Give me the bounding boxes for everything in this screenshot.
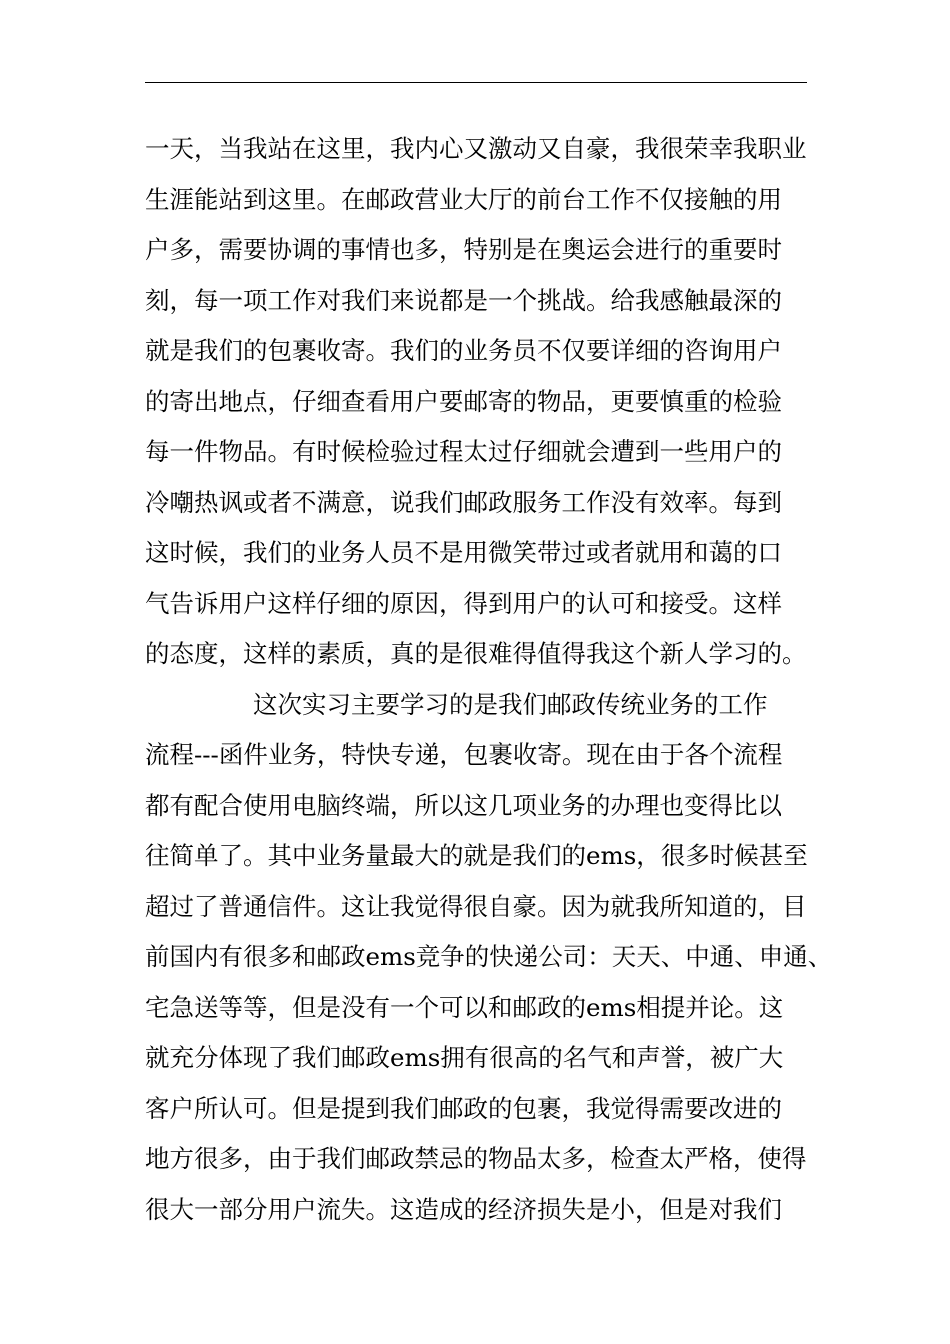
header-rule xyxy=(145,82,807,83)
text-line: 流程---函件业务，特快专递，包裹收寄。现在由于各个流程 xyxy=(145,740,783,769)
text-line: 的寄出地点，仔细查看用户要邮寄的物品，更要慎重的检验 xyxy=(145,386,782,416)
text-line: 往简单了。其中业务量最大的就是我们的ems，很多时候甚至 xyxy=(145,841,808,870)
text-line: 宅急送等等，但是没有一个可以和邮政的ems相提并论。这 xyxy=(145,992,784,1022)
body-text xyxy=(145,124,845,1235)
text-line: 超过了普通信件。这让我觉得很自豪。因为就我所知道的，目 xyxy=(145,891,807,921)
text-line: 很大一部分用户流失。这造成的经济损失是小，但是对我们 xyxy=(145,1194,782,1224)
text-line: 冷嘲热讽或者不满意，说我们邮政服务工作没有效率。每到 xyxy=(145,487,782,517)
text-line: 地方很多，由于我们邮政禁忌的物品太多，检查太严格，使得 xyxy=(145,1144,807,1173)
text-line: 客户所认可。但是提到我们邮政的包裹，我觉得需要改进的 xyxy=(145,1093,782,1123)
text-line: 的态度，这样的素质，真的是很难得值得我这个新人学习的。 xyxy=(145,639,807,668)
text-line: 生涯能站到这里。在邮政营业大厅的前台工作不仅接触的用 xyxy=(145,184,782,214)
text-line: 一天，当我站在这里，我内心又激动又自豪，我很荣幸我职业 xyxy=(145,134,807,163)
text-line: 就充分体现了我们邮政ems拥有很高的名气和声誉，被广大 xyxy=(145,1043,784,1072)
text-line: 就是我们的包裹收寄。我们的业务员不仅要详细的咨询用户 xyxy=(145,336,782,365)
text-line: 都有配合使用电脑终端，所以这几项业务的办理也变得比以 xyxy=(145,790,782,820)
text-line: 这次实习主要学习的是我们邮政传统业务的工作 xyxy=(253,689,768,719)
text-line: 前国内有很多和邮政ems竞争的快递公司：天天、中通、申通、 xyxy=(145,942,833,971)
text-line: 每一件物品。有时候检验过程太过仔细就会遭到一些用户的 xyxy=(145,437,782,466)
text-line: 户多，需要协调的事情也多，特别是在奥运会进行的重要时 xyxy=(145,235,782,264)
text-line: 气告诉用户这样仔细的原因，得到用户的认可和接受。这样 xyxy=(145,588,782,618)
text-line: 这时候，我们的业务人员不是用微笑带过或者就用和蔼的口 xyxy=(145,538,782,567)
text-line: 刻，每一项工作对我们来说都是一个挑战。给我感触最深的 xyxy=(145,285,782,315)
